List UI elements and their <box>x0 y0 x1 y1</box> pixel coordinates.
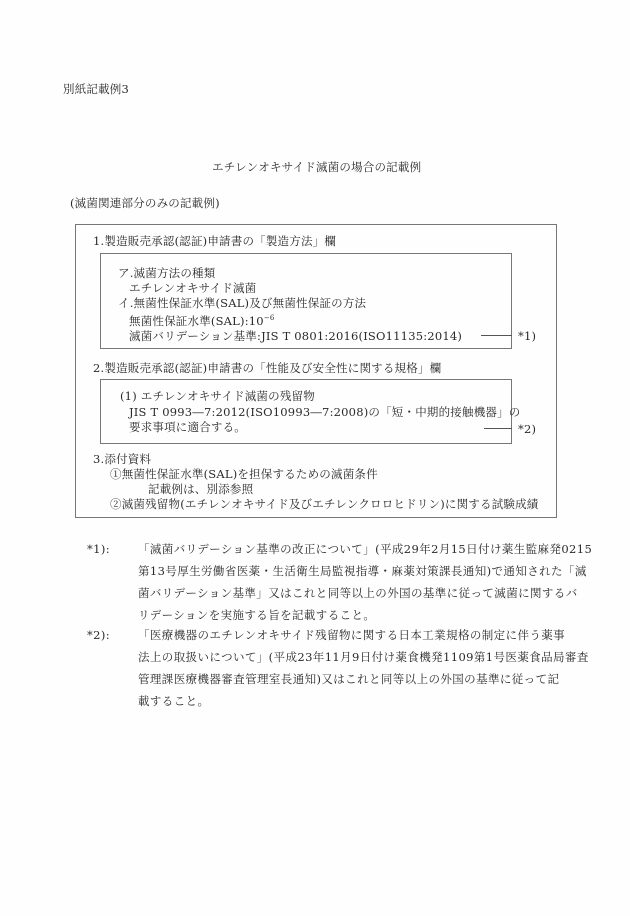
section1-sal-line <box>129 311 275 328</box>
note1-connector-line <box>481 335 512 336</box>
section3-heading: 3.添付資料 <box>93 452 152 466</box>
section1-line-a: ア.滅菌方法の種類 <box>118 266 216 280</box>
section1-sal-text: 無菌性保証水準(SAL):10 <box>129 314 264 328</box>
note1-ref: *1) <box>518 329 537 343</box>
note-2-line: 載すること。 <box>138 694 210 708</box>
section1-line-i: イ.無菌性保証水準(SAL)及び無菌性保証の方法 <box>118 296 367 310</box>
note-2-label: *2): <box>87 628 111 642</box>
section3-item-2: ②滅菌残留物(エチレンオキサイド及びエチレンクロロヒドリン)に関する試験成績 <box>110 497 539 511</box>
section1-line-a-value: エチレンオキサイド滅菌 <box>129 281 257 295</box>
section2-line-3: 要求事項に適合する。 <box>129 420 246 434</box>
note-2-line: 法上の取扱いについて」(平成23年11月9日付け薬食機発1109第1号医薬食品局審査 <box>138 650 589 664</box>
note-1-line: リデーションを実施する旨を記載すること。 <box>138 608 376 622</box>
note-2-body <box>138 624 589 712</box>
note-1-line: 第13号厚生労働省医薬・生活衛生局監視指導・麻薬対策課長通知)で通知された「滅 <box>138 564 587 578</box>
section2-line-2: JIS T 0993―7:2012(ISO10993―7:2008)の「短・中期的接触機器」の <box>129 405 521 419</box>
note-1-line: 菌バリデーション基準」又はこれと同等以上の外国の基準に従って滅菌に関するバ <box>138 586 578 600</box>
document-title: エチレンオキサイド滅菌の場合の記載例 <box>212 160 422 174</box>
note-1-label: *1): <box>87 542 111 556</box>
note-2-line: 「医療機器のエチレンオキサイド残留物に関する日本工業規格の制定に伴う薬事 <box>138 628 566 642</box>
document-label: 別紙記載例3 <box>63 82 130 96</box>
section1-heading: 1.製造販売承認(認証)申請書の「製造方法」欄 <box>93 234 337 248</box>
document-subtitle: (滅菌関連部分のみの記載例) <box>70 196 220 210</box>
note-2-line: 管理課医療機器審査管理室長通知)又はこれと同等以上の外国の基準に従って記 <box>138 672 560 686</box>
section3-item-1: ①無菌性保証水準(SAL)を担保するための滅菌条件 <box>110 467 378 481</box>
note2-connector-line <box>484 428 512 429</box>
note2-ref: *2) <box>518 422 537 436</box>
section2-line-1: (1) エチレンオキサイド滅菌の残留物 <box>120 389 315 403</box>
note-1-body <box>138 538 593 626</box>
section3-item-1-detail: 記載例は、別添参照 <box>148 482 254 496</box>
section1-sal-exponent: −6 <box>263 314 275 322</box>
note-1-line: 「滅菌バリデーション基準の改正について」(平成29年2月15日付け薬生監麻発0215 <box>138 542 593 556</box>
section2-heading: 2.製造販売承認(認証)申請書の「性能及び安全性に関する規格」欄 <box>93 361 442 375</box>
section1-validation-line: 滅菌バリデーション基準:JIS T 0801:2016(ISO11135:2014) <box>129 329 463 343</box>
